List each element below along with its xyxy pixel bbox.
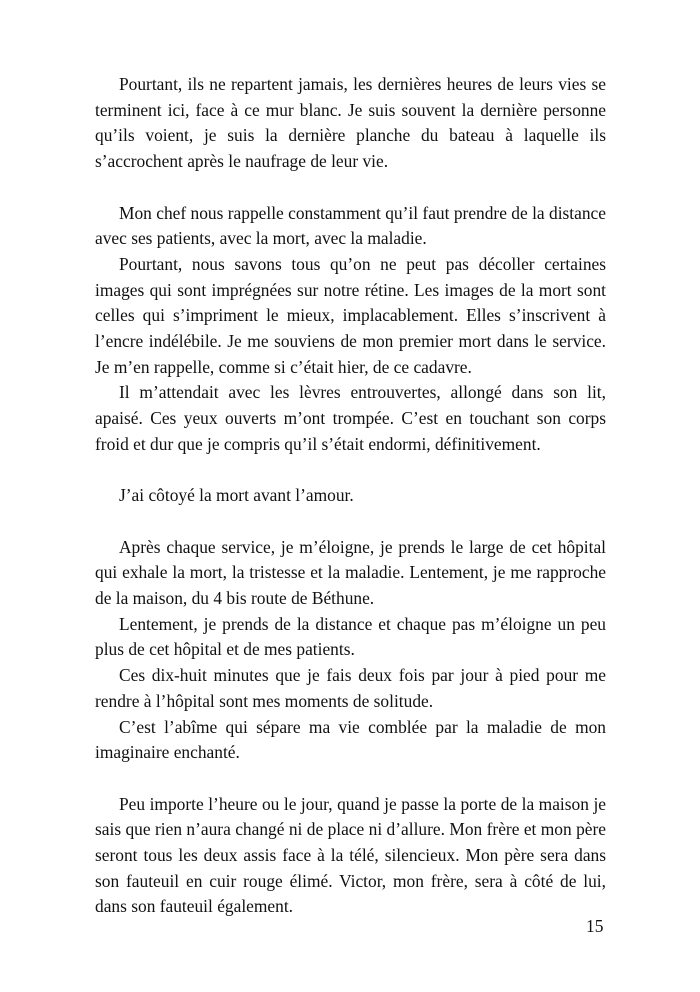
- paragraph-gap: [95, 458, 606, 484]
- paragraph: Après chaque service, je m’éloigne, je prends le large de cet hôpital qui exhale la mort, la tristesse et la maladie. Lentement, je me rapproche de la maison, du 4 bis route de Béthune.: [95, 536, 606, 609]
- paragraph: Pourtant, nous savons tous qu’on ne peut pas décoller certaines images qui sont imprégnées sur notre rétine. Les images de la mort sont celles qui s’impriment le mieux, implacablement. Elles s’inscrivent à l’encre indélébile. Je me souviens de mon premier mort dans le service. Je m’en rappelle, comme si c’était hier, de ce cadavre.: [95, 253, 606, 377]
- paragraph: Mon chef nous rappelle constamment qu’il faut prendre de la distance avec ses patients, avec la mort, avec la maladie.: [95, 202, 606, 249]
- paragraph: Il m’attendait avec les lèvres entrouvertes, allongé dans son lit, apaisé. Ces yeux ouverts m’ont trompée. C’est en touchant son corps froid et dur que je compris qu’il s’était endormi, définitivement.: [95, 382, 606, 454]
- paragraph: Ces dix-huit minutes que je fais deux fois par jour à pied pour me rendre à l’hôpital sont mes moments de solitude.: [95, 665, 606, 711]
- paragraph: Pourtant, ils ne repartent jamais, les dernières heures de leurs vies se terminent ici, face à ce mur blanc. Je suis souvent la dernière personne qu’ils voient, je suis la dernière planche du bateau à laquelle ils s’accrochent après le naufrage de leur vie.: [95, 74, 606, 172]
- paragraph: Peu importe l’heure ou le jour, quand je passe la porte de la maison je sais que rien n’aura changé ni de place ni d’allure. Mon frère et mon père seront tous les deux assis face à la télé, silencieux. Mon père sera dans son fauteuil en cuir rouge élimé. Victor, mon frère, sera à côté de lui, dans son fauteuil également.: [95, 793, 606, 917]
- paragraph: Lentement, je prends de la distance et chaque pas m’éloigne un peu plus de cet hôpital et de mes patients.: [95, 613, 606, 660]
- paragraph-gap: [95, 175, 606, 201]
- page-number: 15: [586, 916, 604, 936]
- paragraph-gap: [95, 509, 606, 535]
- paragraph-gap: [95, 766, 606, 792]
- paragraph: C’est l’abîme qui sépare ma vie comblée par la maladie de mon imaginaire enchanté.: [95, 716, 606, 763]
- paragraph: J’ai côtoyé la mort avant l’amour.: [119, 485, 354, 506]
- page-body: [95, 72, 606, 920]
